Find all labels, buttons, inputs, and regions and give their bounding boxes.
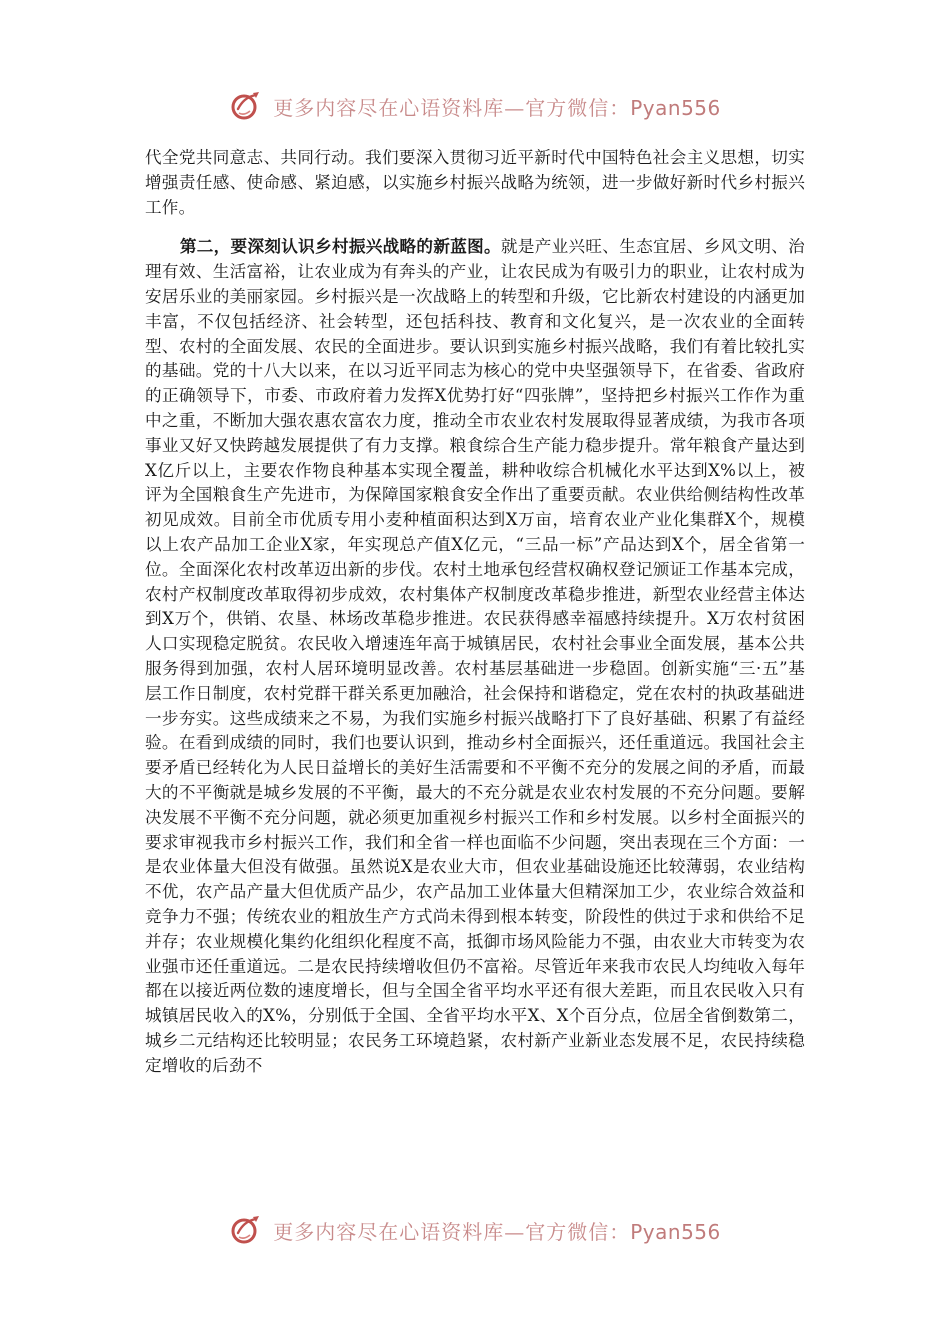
watermark-text-cn: 更多内容尽在心语资料库—官方微信： [273,95,631,120]
watermark-text-latin: Pyan556 [630,1219,721,1244]
watermark-text-cn: 更多内容尽在心语资料库—官方微信： [273,1219,631,1244]
watermark-text [273,92,721,121]
paragraph-2 [145,234,805,1078]
watermark-logo-icon [229,89,263,123]
watermark-header [0,84,950,128]
watermark-logo-icon [229,1213,263,1247]
watermark-footer [0,1208,950,1252]
watermark-text-latin: Pyan556 [630,95,721,120]
paragraph-2-heading: 第二，要深刻认识乡村振兴战略的新蓝图。 [179,236,501,257]
document-body [145,146,805,1078]
watermark-text [273,1216,721,1245]
paragraph-1: 代全党共同意志、共同行动。我们要深入贯彻习近平新时代中国特色社会主义思想，切实增强责任感、使命感、紧迫感，以实施乡村振兴战略为统领，进一步做好新时代乡村振兴工作。 [145,148,805,217]
paragraph-2-text: 就是产业兴旺、生态宜居、乡风文明、治理有效、生活富裕，让农业成为有奔头的产业，让农民成为有吸引力的职业，让农村成为安居乐业的美丽家园。乡村振兴是一次战略上的转型和升级，它比新农村建设的内涵更加丰富，不仅包括经济、社会转型，还包括科技、教育和文化复兴，是一次农业的全面转型、农村的全面发展、农民的全面进步。要认识到实施乡村振兴战略，我们有着比较扎实的基础。党的十八大以来，在以习近平同志为核心的党中央坚强领导下，在省委、省政府的正确领导下，市委、市政府着力发挥X优势打好“四张牌”，坚持把乡村振兴工作作为重中之重，不断加大强农惠农富农力度，推动全市农业农村发展取得显著成绩，为我市各项事业又好又快跨越发展提供了有力支撑。粮食综合生产能力稳步提升。常年粮食产量达到X亿斤以上，主要农作物良种基本实现全覆盖，耕种收综合机械化水平达到X%以上，被评为全国粮食生产先进市，为保障国家粮食安全作出了重要贡献。农业供给侧结构性改革初见成效。目前全市优质专用小麦种植面积达到X万亩，培育农业产业化集群X个，规模以上农产品加工企业X家，年实现总产值X亿元，“三品一标”产品达到X个，居全省第一位。全面深化农村改革迈出新的步伐。农村土地承包经营权确权登记颁证工作基本完成，农村产权制度改革取得初步成效，农村集体产权制度改革稳步推进，新型农业经营主体达到X万个，供销、农垦、林场改革稳步推进。农民获得感幸福感持续提升。X万农村贫困人口实现稳定脱贫。农民收入增速连年高于城镇居民，农村社会事业全面发展，基本公共服务得到加强，农村人居环境明显改善。农村基层基础进一步稳固。创新实施“三·五”基层工作日制度，农村党群干群关系更加融洽，社会保持和谐稳定，党在农村的执政基础进一步夯实。这些成绩来之不易，为我们实施乡村振兴战略打下了良好基础、积累了有益经验。在看到成绩的同时，我们也要认识到，推动乡村全面振兴，还任重道远。我国社会主要矛盾已经转化为人民日益增长的美好生活需要和不平衡不充分的发展之间的矛盾，而最大的不平衡就是城乡发展的不平衡，最大的不充分就是农业农村发展的不充分问题。要解决发展不平衡不充分问题，就必须更加重视乡村振兴工作和乡村发展。以乡村全面振兴的要求审视我市乡村振兴工作，我们和全省一样也面临不少问题，突出表现在三个方面：一是农业体量大但没有做强。虽然说X是农业大市，但农业基础设施还比较薄弱，农业结构不优，农产品产量大但优质产品少，农产品加工业体量大但精深加工少，农业综合效益和竞争力不强；传统农业的粗放生产方式尚未得到根本转变，阶段性的供过于求和供给不足并存；农业规模化集约化组织化程度不高，抵御市场风险能力不强，由农业大市转变为农业强市还任重道远。二是农民持续增收但仍不富裕。尽管近年来我市农民人均纯收入每年都在以接近两位数的速度增长，但与全国全省平均水平还有很大差距，而且农民收入只有城镇居民收入的X%，分别低于全国、全省平均水平X、X个百分点，位居全省倒数第二，城乡二元结构还比较明显；农民务工环境趋紧，农村新产业新业态发展不足，农民持续稳定增收的后劲不 [145,237,805,1075]
